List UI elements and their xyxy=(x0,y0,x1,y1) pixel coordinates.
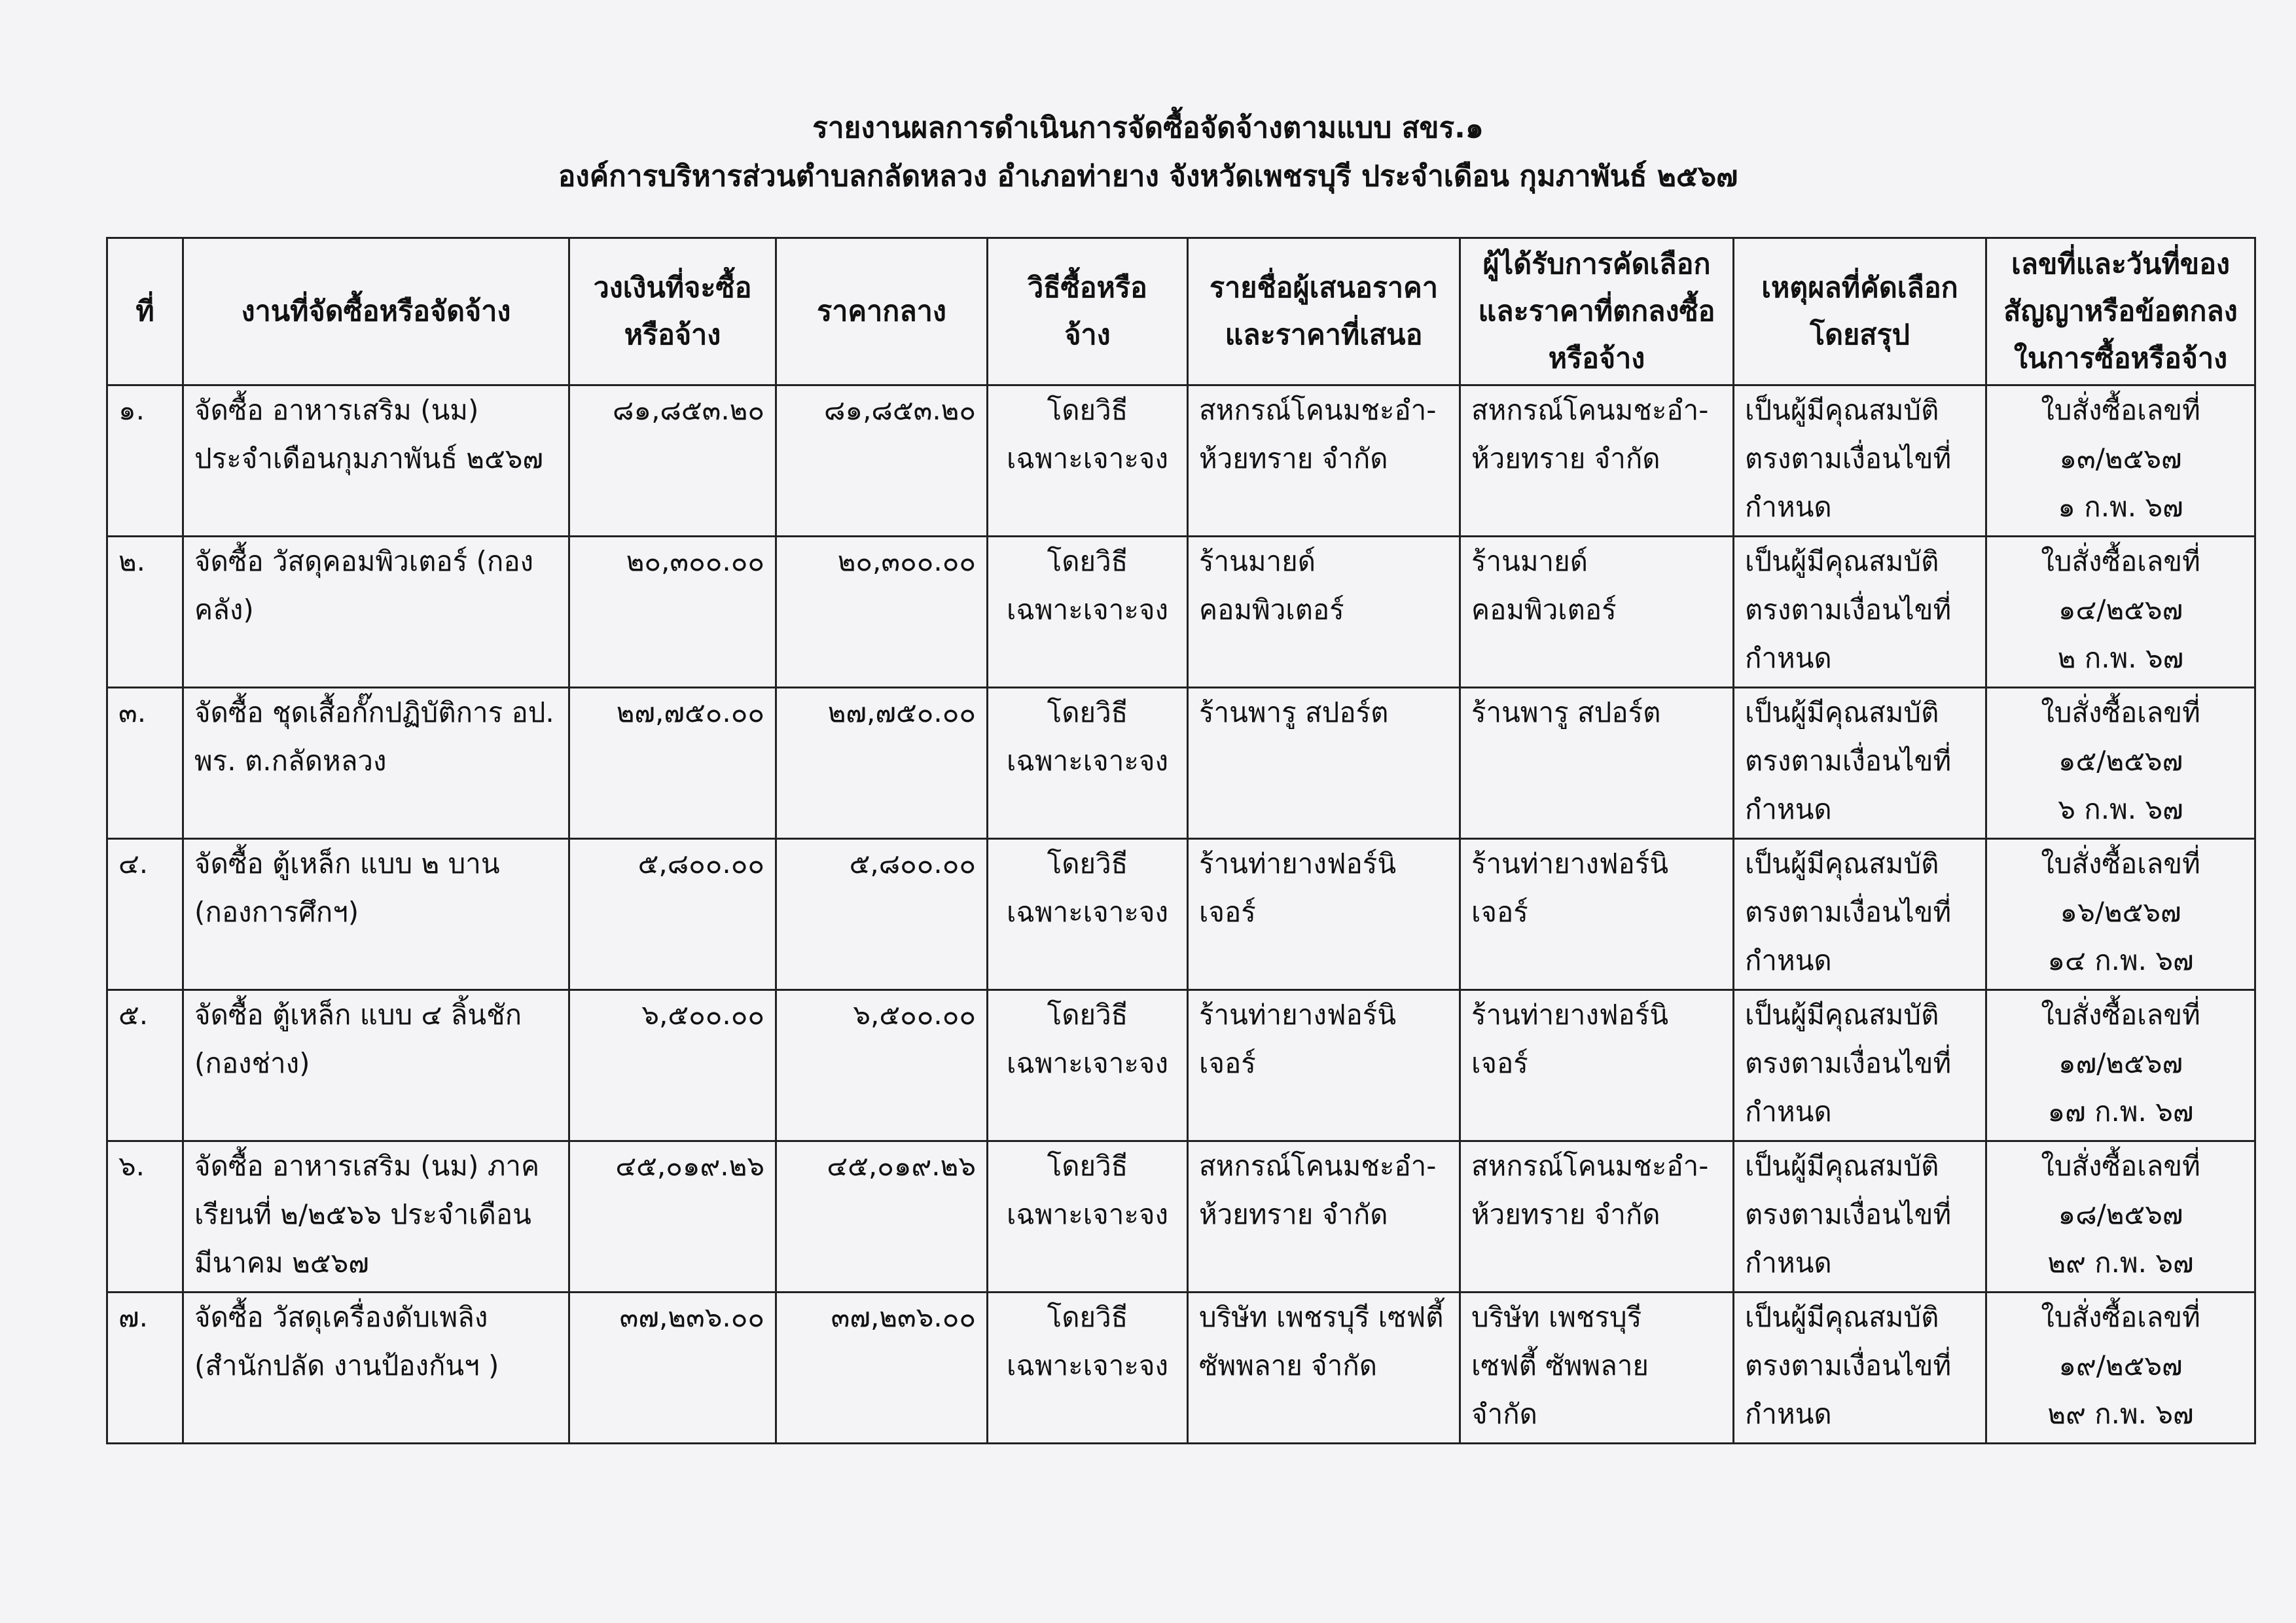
selected-vendor-line: ร้านมายด์ xyxy=(1471,545,1588,577)
selection-reason-line: ตรงตามเงื่อนไขที่ xyxy=(1745,1198,1952,1230)
selection-reason-line: เป็นผู้มีคุณสมบัติ xyxy=(1745,394,1939,426)
selection-reason-cell xyxy=(1734,839,1986,990)
contract-reference-cell xyxy=(1986,839,2255,990)
budget-amount: ๖,๕๐๐.๐๐ xyxy=(641,999,764,1031)
selected-vendor-cell xyxy=(1460,688,1734,839)
median-price-cell xyxy=(776,839,988,990)
budget-amount: ๒๗,๗๕๐.๐๐ xyxy=(616,696,764,728)
row-number: ๑. xyxy=(118,394,145,426)
contract-reference-line: ๑๗/๒๕๖๗ xyxy=(2058,1047,2183,1079)
contract-reference-line: ใบสั่งซื้อเลขที่ xyxy=(2041,696,2200,728)
budget-amount-cell xyxy=(569,688,776,839)
selection-reason-line: กำหนด xyxy=(1745,642,1832,674)
median-price: ๘๑,๘๕๓.๒๐ xyxy=(824,394,976,426)
col-bidders-header xyxy=(1188,238,1460,385)
selected-vendor-line: เจอร์ xyxy=(1471,1047,1528,1079)
selected-vendor-line: สหกรณ์โคนมชะอำ- xyxy=(1471,1150,1709,1182)
selected-vendor-cell xyxy=(1460,839,1734,990)
budget-amount: ๘๑,๘๕๓.๒๐ xyxy=(613,394,764,426)
report-title: รายงานผลการดำเนินการจัดซื้อจัดจ้างตามแบบ สขร.๑ xyxy=(812,111,1484,145)
contract-reference-line: ๑๘/๒๕๖๗ xyxy=(2058,1198,2183,1230)
bidders-cell xyxy=(1188,990,1460,1141)
selection-reason-line: กำหนด xyxy=(1745,1247,1832,1279)
table-row xyxy=(107,688,2255,839)
header-line: รายชื่อผู้เสนอราคา xyxy=(1210,272,1438,304)
header-line: ในการซื้อหรือจ้าง xyxy=(2013,342,2228,375)
selected-vendor-line: ร้านท่ายางฟอร์นิ xyxy=(1471,999,1669,1031)
selected-vendor-line: สหกรณ์โคนมชะอำ- xyxy=(1471,394,1709,426)
selection-reason-line: ตรงตามเงื่อนไขที่ xyxy=(1745,442,1952,474)
contract-reference-line: ใบสั่งซื้อเลขที่ xyxy=(2041,999,2200,1031)
selected-vendor-line: จำกัด xyxy=(1471,1398,1537,1430)
procurement-method-cell xyxy=(988,1293,1188,1444)
procurement-method-line: เฉพาะเจาะจง xyxy=(1006,1047,1169,1079)
selected-vendor-line: บริษัท เพชรบุรี xyxy=(1471,1301,1642,1333)
procurement-method-line: เฉพาะเจาะจง xyxy=(1006,896,1169,928)
header-line: เหตุผลที่คัดเลือก xyxy=(1761,272,1958,304)
procurement-method-line: โดยวิธี xyxy=(1047,999,1128,1031)
selection-reason-line: กำหนด xyxy=(1745,793,1832,825)
median-price: ๓๗,๒๓๖.๐๐ xyxy=(831,1301,976,1333)
selection-reason-line: ตรงตามเงื่อนไขที่ xyxy=(1745,745,1952,777)
selected-vendor-line: ห้วยทราย จำกัด xyxy=(1471,1198,1660,1230)
selected-vendor-cell xyxy=(1460,385,1734,537)
procurement-method-cell xyxy=(988,1141,1188,1293)
item-description-line: เรียนที่ ๒/๒๕๖๖ ประจำเดือน xyxy=(194,1198,531,1230)
budget-amount: ๔๕,๐๑๙.๒๖ xyxy=(615,1150,764,1182)
bidders-cell xyxy=(1188,688,1460,839)
contract-reference-line: ๒๙ ก.พ. ๖๗ xyxy=(2047,1247,2194,1279)
col-contract-header xyxy=(1986,238,2255,385)
bidders-cell xyxy=(1188,1293,1460,1444)
selected-vendor-cell xyxy=(1460,990,1734,1141)
contract-reference-cell xyxy=(1986,1141,2255,1293)
median-price-cell xyxy=(776,990,988,1141)
selected-vendor-line: เจอร์ xyxy=(1471,896,1528,928)
bidders-line: สหกรณ์โคนมชะอำ- xyxy=(1199,394,1437,426)
budget-amount: ๓๗,๒๓๖.๐๐ xyxy=(619,1301,764,1333)
bidders-line: คอมพิวเตอร์ xyxy=(1199,594,1344,626)
median-price-cell xyxy=(776,1141,988,1293)
header-line: และราคาที่ตกลงซื้อ xyxy=(1478,295,1715,328)
item-description-line: คลัง) xyxy=(194,594,254,626)
bidders-line: บริษัท เพชรบุรี เซฟตี้ xyxy=(1199,1301,1444,1333)
row-number: ๗. xyxy=(118,1301,148,1333)
bidders-line: ซัพพลาย จำกัด xyxy=(1199,1349,1378,1382)
selected-vendor-line: ร้านท่ายางฟอร์นิ xyxy=(1471,847,1669,880)
item-description-cell xyxy=(183,385,569,537)
header-line: โดยสรุป xyxy=(1810,319,1910,351)
table-row xyxy=(107,1293,2255,1444)
header-line: งานที่จัดซื้อหรือจัดจ้าง xyxy=(241,295,511,328)
contract-reference-line: ใบสั่งซื้อเลขที่ xyxy=(2041,394,2200,426)
bidders-line: ร้านพารู สปอร์ต xyxy=(1199,696,1389,728)
col-item-header xyxy=(183,238,569,385)
budget-amount-cell xyxy=(569,1293,776,1444)
row-number: ๕. xyxy=(118,999,149,1031)
header-line: ผู้ได้รับการคัดเลือก xyxy=(1482,248,1711,281)
budget-amount: ๒๐,๓๐๐.๐๐ xyxy=(626,545,764,577)
bidders-cell xyxy=(1188,839,1460,990)
col-no-header xyxy=(107,238,183,385)
table-row xyxy=(107,537,2255,688)
selected-vendor-line: ร้านพารู สปอร์ต xyxy=(1471,696,1661,728)
item-description-line: จัดซื้อ วัสดุเครื่องดับเพลิง xyxy=(194,1301,488,1333)
contract-reference-line: ๑ ก.พ. ๖๗ xyxy=(2058,491,2183,523)
selection-reason-cell xyxy=(1734,537,1986,688)
contract-reference-line: ใบสั่งซื้อเลขที่ xyxy=(2041,545,2200,577)
procurement-method-line: โดยวิธี xyxy=(1047,1150,1128,1182)
selected-vendor-line: คอมพิวเตอร์ xyxy=(1471,594,1617,626)
row-number-cell xyxy=(107,688,183,839)
bidders-line: ร้านมายด์ xyxy=(1199,545,1316,577)
header-line: หรือจ้าง xyxy=(1548,342,1645,375)
median-price: ๒๐,๓๐๐.๐๐ xyxy=(837,545,976,577)
procurement-method-line: เฉพาะเจาะจง xyxy=(1006,1349,1169,1382)
median-price: ๖,๕๐๐.๐๐ xyxy=(853,999,976,1031)
bidders-line: ร้านท่ายางฟอร์นิ xyxy=(1199,999,1397,1031)
header-line: วงเงินที่จะซื้อ xyxy=(593,272,752,304)
procurement-method-cell xyxy=(988,990,1188,1141)
bidders-cell xyxy=(1188,1141,1460,1293)
selection-reason-line: เป็นผู้มีคุณสมบัติ xyxy=(1745,1150,1939,1182)
selected-vendor-line: ห้วยทราย จำกัด xyxy=(1471,442,1660,474)
header-line: ที่ xyxy=(135,295,154,328)
item-description-cell xyxy=(183,1141,569,1293)
row-number-cell xyxy=(107,385,183,537)
selection-reason-line: ตรงตามเงื่อนไขที่ xyxy=(1745,896,1952,928)
contract-reference-line: ๑๕/๒๕๖๗ xyxy=(2058,745,2183,777)
selection-reason-line: เป็นผู้มีคุณสมบัติ xyxy=(1745,999,1939,1031)
header-line: สัญญาหรือข้อตกลง xyxy=(2003,295,2238,328)
item-description-line: (สำนักปลัด งานป้องกันฯ ) xyxy=(194,1349,499,1382)
contract-reference-line: ใบสั่งซื้อเลขที่ xyxy=(2041,1150,2200,1182)
contract-reference-line: ๑๔/๒๕๖๗ xyxy=(2058,594,2183,626)
header-line: จ้าง xyxy=(1064,319,1111,351)
item-description-line: ประจำเดือนกุมภาพันธ์ ๒๕๖๗ xyxy=(194,442,544,474)
bidders-line: สหกรณ์โคนมชะอำ- xyxy=(1199,1150,1437,1182)
procurement-table xyxy=(106,237,2256,1444)
selection-reason-line: ตรงตามเงื่อนไขที่ xyxy=(1745,594,1952,626)
item-description-line: จัดซื้อ ชุดเสื้อกั๊กปฏิบัติการ อป. xyxy=(194,696,554,728)
row-number: ๔. xyxy=(118,847,149,880)
selection-reason-line: เป็นผู้มีคุณสมบัติ xyxy=(1745,545,1939,577)
col-budget-header xyxy=(569,238,776,385)
selection-reason-line: เป็นผู้มีคุณสมบัติ xyxy=(1745,1301,1939,1333)
item-description-line: จัดซื้อ วัสดุคอมพิวเตอร์ (กอง xyxy=(194,545,534,577)
row-number: ๓. xyxy=(118,696,147,728)
col-median-price-header xyxy=(776,238,988,385)
contract-reference-cell xyxy=(1986,537,2255,688)
budget-amount-cell xyxy=(569,839,776,990)
selected-vendor-cell xyxy=(1460,1141,1734,1293)
row-number: ๒. xyxy=(118,545,146,577)
selection-reason-cell xyxy=(1734,385,1986,537)
contract-reference-line: ๑๗ ก.พ. ๖๗ xyxy=(2047,1096,2194,1128)
bidders-cell xyxy=(1188,537,1460,688)
table-row xyxy=(107,839,2255,990)
row-number-cell xyxy=(107,537,183,688)
bidders-line: ห้วยทราย จำกัด xyxy=(1199,442,1388,474)
procurement-method-line: โดยวิธี xyxy=(1047,394,1128,426)
procurement-method-line: เฉพาะเจาะจง xyxy=(1006,745,1169,777)
budget-amount-cell xyxy=(569,990,776,1141)
selection-reason-cell xyxy=(1734,1293,1986,1444)
median-price-cell xyxy=(776,1293,988,1444)
procurement-method-cell xyxy=(988,688,1188,839)
table-body xyxy=(107,385,2255,1444)
selection-reason-line: ตรงตามเงื่อนไขที่ xyxy=(1745,1349,1952,1382)
budget-amount: ๕,๘๐๐.๐๐ xyxy=(637,847,764,880)
median-price-cell xyxy=(776,688,988,839)
bidders-cell xyxy=(1188,385,1460,537)
selected-vendor-cell xyxy=(1460,1293,1734,1444)
item-description-line: จัดซื้อ ตู้เหล็ก แบบ ๒ บาน xyxy=(194,847,500,880)
contract-reference-cell xyxy=(1986,385,2255,537)
selection-reason-line: กำหนด xyxy=(1745,1096,1832,1128)
procurement-method-line: เฉพาะเจาะจง xyxy=(1006,442,1169,474)
item-description-line: จัดซื้อ อาหารเสริม (นม) xyxy=(194,394,479,426)
selection-reason-cell xyxy=(1734,990,1986,1141)
contract-reference-line: ๖ ก.พ. ๖๗ xyxy=(2058,793,2183,825)
item-description-cell xyxy=(183,839,569,990)
row-number-cell xyxy=(107,1141,183,1293)
selection-reason-cell xyxy=(1734,688,1986,839)
item-description-line: จัดซื้อ ตู้เหล็ก แบบ ๔ ลิ้นชัก xyxy=(194,999,522,1031)
row-number: ๖. xyxy=(118,1150,145,1182)
contract-reference-line: ๑๙/๒๕๖๗ xyxy=(2058,1349,2183,1382)
item-description-line: มีนาคม ๒๕๖๗ xyxy=(194,1247,369,1279)
row-number-cell xyxy=(107,990,183,1141)
row-number-cell xyxy=(107,839,183,990)
contract-reference-cell xyxy=(1986,688,2255,839)
header-line: หรือจ้าง xyxy=(624,319,721,351)
item-description-cell xyxy=(183,990,569,1141)
selection-reason-line: เป็นผู้มีคุณสมบัติ xyxy=(1745,696,1939,728)
contract-reference-cell xyxy=(1986,990,2255,1141)
contract-reference-cell xyxy=(1986,1293,2255,1444)
median-price: ๕,๘๐๐.๐๐ xyxy=(849,847,976,880)
item-description-line: (กองการศึกฯ) xyxy=(194,896,359,928)
table-row xyxy=(107,1141,2255,1293)
procurement-method-cell xyxy=(988,839,1188,990)
col-reason-header xyxy=(1734,238,1986,385)
item-description-line: พร. ต.กลัดหลวง xyxy=(194,745,387,777)
contract-reference-line: ๑๖/๒๕๖๗ xyxy=(2060,896,2181,928)
bidders-line: ร้านท่ายางฟอร์นิ xyxy=(1199,847,1397,880)
contract-reference-line: ๑๓/๒๕๖๗ xyxy=(2059,442,2182,474)
bidders-line: ห้วยทราย จำกัด xyxy=(1199,1198,1388,1230)
median-price: ๔๕,๐๑๙.๒๖ xyxy=(827,1150,976,1182)
row-number-cell xyxy=(107,1293,183,1444)
selection-reason-line: กำหนด xyxy=(1745,491,1832,523)
budget-amount-cell xyxy=(569,385,776,537)
item-description-line: (กองช่าง) xyxy=(194,1047,310,1079)
contract-reference-line: ใบสั่งซื้อเลขที่ xyxy=(2041,847,2200,880)
col-method-header xyxy=(988,238,1188,385)
table-header-row xyxy=(107,238,2255,385)
procurement-method-cell xyxy=(988,537,1188,688)
selection-reason-line: กำหนด xyxy=(1745,944,1832,976)
median-price-cell xyxy=(776,385,988,537)
procurement-method-line: โดยวิธี xyxy=(1047,696,1128,728)
median-price-cell xyxy=(776,537,988,688)
table-row xyxy=(107,990,2255,1141)
selection-reason-cell xyxy=(1734,1141,1986,1293)
table-row xyxy=(107,385,2255,537)
selection-reason-line: กำหนด xyxy=(1745,1398,1832,1430)
header-line: และราคาที่เสนอ xyxy=(1225,319,1423,351)
budget-amount-cell xyxy=(569,537,776,688)
median-price: ๒๗,๗๕๐.๐๐ xyxy=(827,696,976,728)
col-selected-header xyxy=(1460,238,1734,385)
header-line: เลขที่และวันที่ของ xyxy=(2011,248,2231,281)
item-description-cell xyxy=(183,537,569,688)
budget-amount-cell xyxy=(569,1141,776,1293)
item-description-line: จัดซื้อ อาหารเสริม (นม) ภาค xyxy=(194,1150,540,1182)
header-line: วิธีซื้อหรือ xyxy=(1028,272,1147,304)
selection-reason-line: เป็นผู้มีคุณสมบัติ xyxy=(1745,847,1939,880)
procurement-method-line: โดยวิธี xyxy=(1047,1301,1128,1333)
bidders-line: เจอร์ xyxy=(1199,896,1256,928)
contract-reference-line: ๒๙ ก.พ. ๖๗ xyxy=(2047,1398,2194,1430)
selected-vendor-line: เซฟตี้ ซัพพลาย xyxy=(1471,1349,1649,1382)
contract-reference-line: ๒ ก.พ. ๖๗ xyxy=(2057,642,2184,674)
item-description-cell xyxy=(183,1293,569,1444)
item-description-cell xyxy=(183,688,569,839)
procurement-method-line: โดยวิธี xyxy=(1047,847,1128,880)
procurement-method-line: เฉพาะเจาะจง xyxy=(1006,594,1169,626)
selection-reason-line: ตรงตามเงื่อนไขที่ xyxy=(1745,1047,1952,1079)
header-line: ราคากลาง xyxy=(817,295,946,328)
procurement-method-cell xyxy=(988,385,1188,537)
contract-reference-line: ๑๔ ก.พ. ๖๗ xyxy=(2047,944,2194,976)
contract-reference-line: ใบสั่งซื้อเลขที่ xyxy=(2041,1301,2200,1333)
selected-vendor-cell xyxy=(1460,537,1734,688)
bidders-line: เจอร์ xyxy=(1199,1047,1256,1079)
procurement-method-line: โดยวิธี xyxy=(1047,545,1128,577)
procurement-method-line: เฉพาะเจาะจง xyxy=(1006,1198,1169,1230)
report-subtitle: องค์การบริหารส่วนตำบลกลัดหลวง อำเภอท่ายาง จังหวัดเพชรบุรี ประจำเดือน กุมภาพันธ์ ๒๕๖๗ xyxy=(558,160,1738,193)
